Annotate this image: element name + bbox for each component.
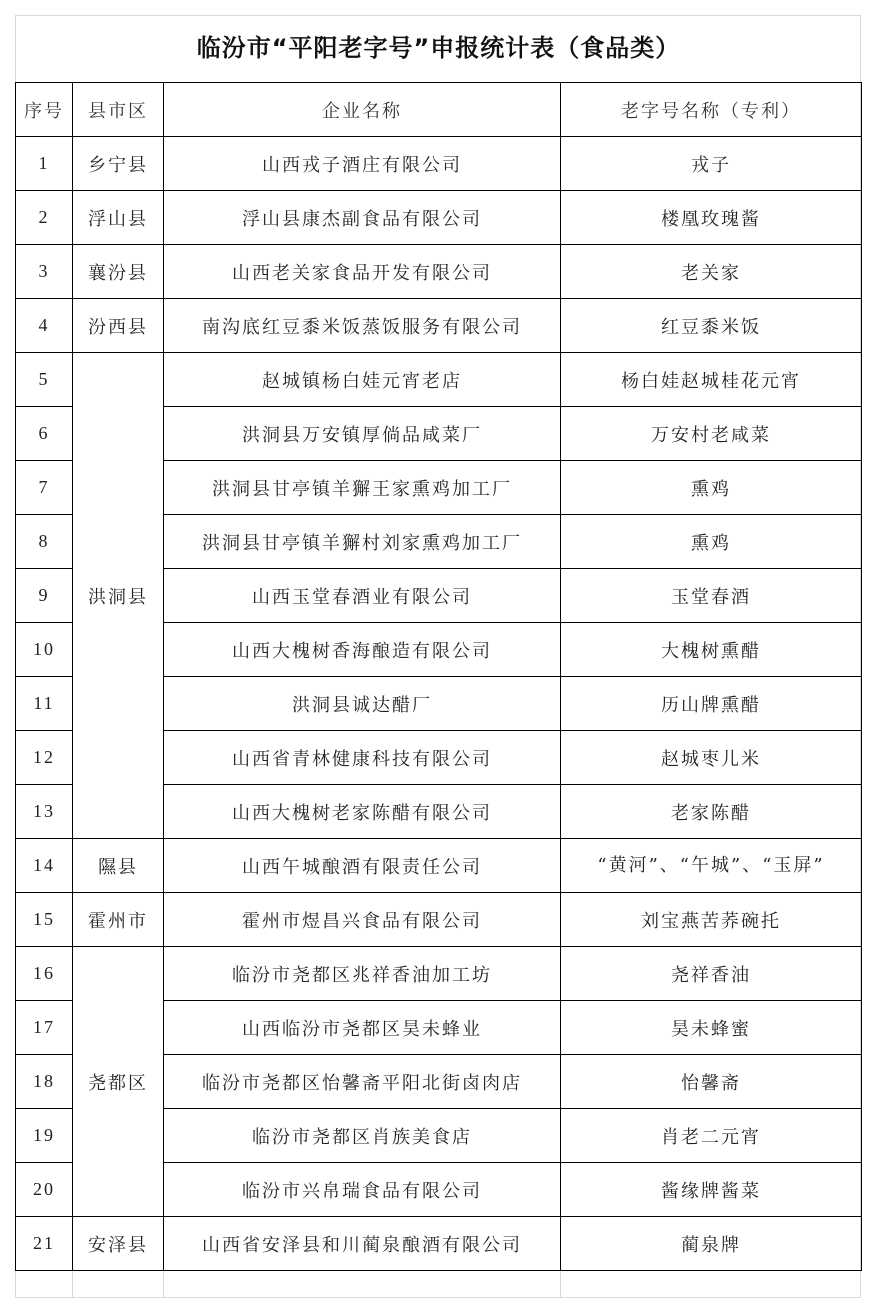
row-brand: 尧祥香油	[561, 947, 862, 1001]
table-row	[16, 245, 862, 299]
row-company: 临汾市兴帛瑞食品有限公司	[164, 1163, 561, 1217]
row-no: 10	[16, 623, 73, 677]
row-company: 浮山县康杰副食品有限公司	[164, 191, 561, 245]
row-brand: 戎子	[561, 137, 862, 191]
row-county: 隰县	[73, 839, 164, 893]
row-brand: 红豆黍米饭	[561, 299, 862, 353]
row-brand: 蔺泉牌	[561, 1217, 862, 1271]
row-brand: 肖老二元宵	[561, 1109, 862, 1163]
row-company: 洪洞县诚达醋厂	[164, 677, 561, 731]
table-row	[16, 1217, 862, 1271]
row-company: 南沟底红豆黍米饭蒸饭服务有限公司	[164, 299, 561, 353]
row-company: 山西省安泽县和川蔺泉酿酒有限公司	[164, 1217, 561, 1271]
header-brand: 老字号名称（专利）	[561, 83, 862, 137]
row-county: 浮山县	[73, 191, 164, 245]
row-no: 4	[16, 299, 73, 353]
row-no: 5	[16, 353, 73, 407]
table-row	[16, 137, 862, 191]
row-county: 洪洞县	[73, 353, 164, 839]
row-company: 洪洞县万安镇厚倘品咸菜厂	[164, 407, 561, 461]
row-brand: 酱缘牌酱菜	[561, 1163, 862, 1217]
row-company: 临汾市尧都区肖族美食店	[164, 1109, 561, 1163]
row-county: 尧都区	[73, 947, 164, 1217]
row-county: 安泽县	[73, 1217, 164, 1271]
table-row	[16, 353, 862, 407]
gridline	[560, 1271, 561, 1298]
row-company: 临汾市尧都区兆祥香油加工坊	[164, 947, 561, 1001]
row-no: 11	[16, 677, 73, 731]
row-county: 汾西县	[73, 299, 164, 353]
row-no: 13	[16, 785, 73, 839]
row-no: 9	[16, 569, 73, 623]
sheet-title: 临汾市“平阳老字号”申报统计表（食品类）	[196, 34, 681, 62]
row-company: 山西省青林健康科技有限公司	[164, 731, 561, 785]
row-no: 21	[16, 1217, 73, 1271]
row-brand: 老关家	[561, 245, 862, 299]
row-brand: 大槐树熏醋	[561, 623, 862, 677]
table-row	[16, 893, 862, 947]
header-no: 序号	[16, 83, 73, 137]
row-no: 19	[16, 1109, 73, 1163]
row-company: 洪洞县甘亭镇羊獬村刘家熏鸡加工厂	[164, 515, 561, 569]
gridline	[163, 1271, 164, 1298]
row-no: 17	[16, 1001, 73, 1055]
row-brand: 刘宝燕苦荞碗托	[561, 893, 862, 947]
row-no: 1	[16, 137, 73, 191]
row-no: 14	[16, 839, 73, 893]
row-no: 15	[16, 893, 73, 947]
row-no: 12	[16, 731, 73, 785]
table-row	[16, 191, 862, 245]
row-no: 20	[16, 1163, 73, 1217]
table-row	[16, 947, 862, 1001]
table-row	[16, 839, 862, 893]
header-company: 企业名称	[164, 83, 561, 137]
row-brand: 万安村老咸菜	[561, 407, 862, 461]
blank-gridlines	[15, 1271, 861, 1298]
row-company: 山西戎子酒庄有限公司	[164, 137, 561, 191]
header-county: 县市区	[73, 83, 164, 137]
header-row	[16, 83, 862, 137]
row-company: 山西大槐树老家陈醋有限公司	[164, 785, 561, 839]
row-brand: “黄河”、“午城”、“玉屏”	[561, 839, 862, 893]
row-brand: 赵城枣儿米	[561, 731, 862, 785]
declaration-table	[15, 82, 862, 1271]
row-brand: 昊未蜂蜜	[561, 1001, 862, 1055]
table-row	[16, 299, 862, 353]
row-brand: 楼凰玫瑰酱	[561, 191, 862, 245]
row-brand: 熏鸡	[561, 515, 862, 569]
row-brand: 玉堂春酒	[561, 569, 862, 623]
row-county: 霍州市	[73, 893, 164, 947]
row-company: 赵城镇杨白娃元宵老店	[164, 353, 561, 407]
row-no: 7	[16, 461, 73, 515]
row-brand: 怡馨斋	[561, 1055, 862, 1109]
row-company: 洪洞县甘亭镇羊獬王家熏鸡加工厂	[164, 461, 561, 515]
row-company: 山西午城酿酒有限责任公司	[164, 839, 561, 893]
row-company: 山西大槐树香海酿造有限公司	[164, 623, 561, 677]
row-no: 3	[16, 245, 73, 299]
row-county: 襄汾县	[73, 245, 164, 299]
row-brand: 熏鸡	[561, 461, 862, 515]
row-no: 2	[16, 191, 73, 245]
row-no: 8	[16, 515, 73, 569]
row-no: 18	[16, 1055, 73, 1109]
row-brand: 历山牌熏醋	[561, 677, 862, 731]
row-company: 山西老关家食品开发有限公司	[164, 245, 561, 299]
row-company: 山西临汾市尧都区昊未蜂业	[164, 1001, 561, 1055]
gridline	[72, 1271, 73, 1298]
row-no: 6	[16, 407, 73, 461]
row-brand: 老家陈醋	[561, 785, 862, 839]
row-county: 乡宁县	[73, 137, 164, 191]
row-company: 山西玉堂春酒业有限公司	[164, 569, 561, 623]
row-company: 临汾市尧都区怡馨斋平阳北街卤肉店	[164, 1055, 561, 1109]
row-brand: 杨白娃赵城桂花元宵	[561, 353, 862, 407]
row-no: 16	[16, 947, 73, 1001]
row-company: 霍州市煜昌兴食品有限公司	[164, 893, 561, 947]
